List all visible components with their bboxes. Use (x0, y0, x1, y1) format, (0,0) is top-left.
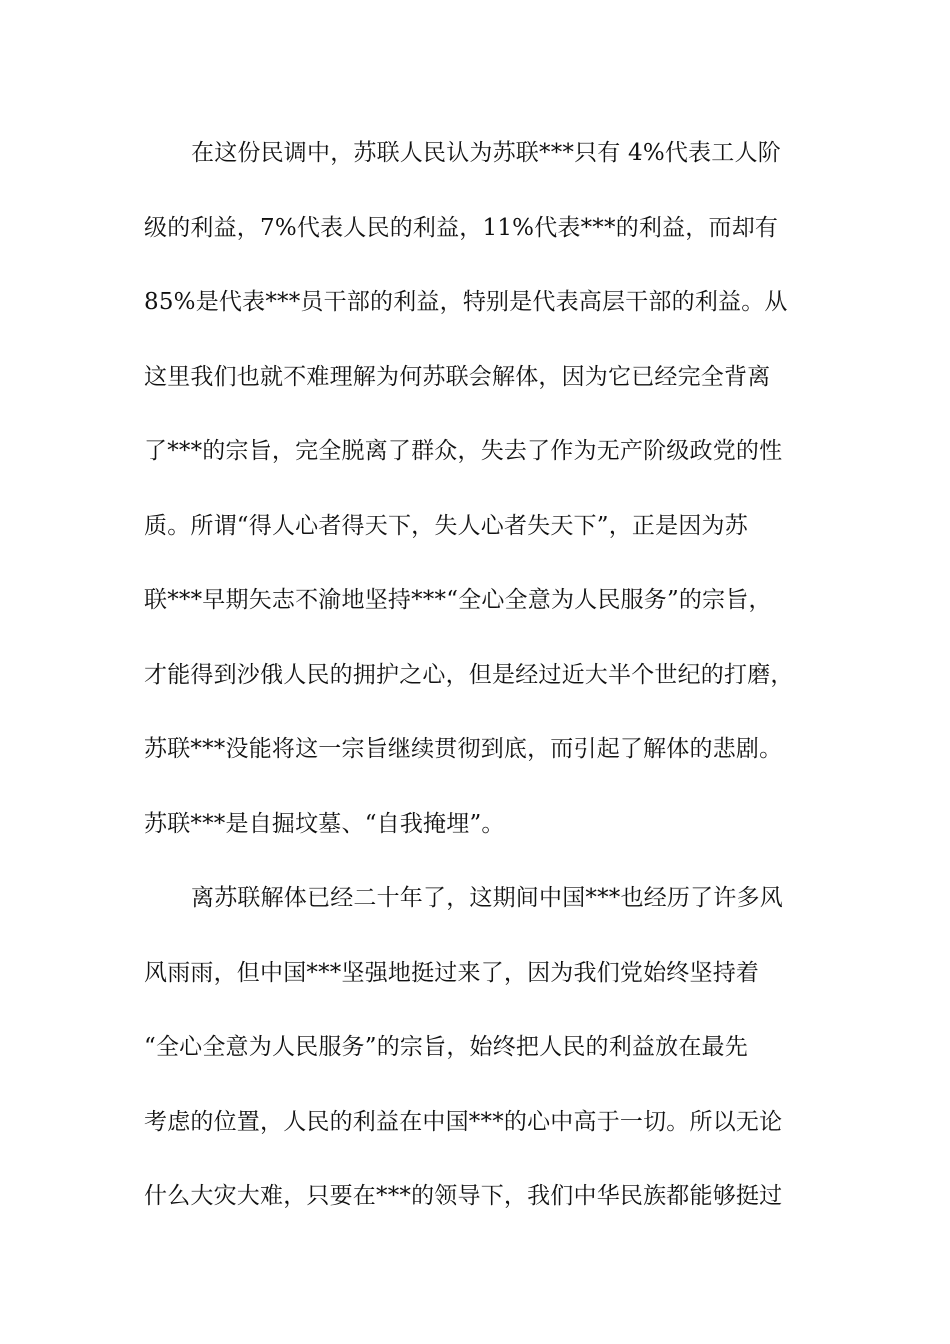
paragraph (144, 875, 808, 1248)
text-line: “全心全意为人民服务”的宗旨，始终把人民的利益放在最先 (144, 1034, 748, 1060)
text-line: 在这份民调中，苏联人民认为苏联***只有 4%代表工人阶 (191, 140, 781, 166)
text-line: 离苏联解体已经二十年了，这期间中国***也经历了许多风 (191, 885, 783, 911)
text-line: 苏联***没能将这一宗旨继续贯彻到底，而引起了解体的悲剧。 (144, 736, 783, 762)
text-line: 联***早期矢志不渝地坚持***“全心全意为人民服务”的宗旨， (144, 587, 772, 613)
text-line: 质。所谓“得人心者得天下，失人心者失天下”，正是因为苏 (144, 512, 748, 539)
text-line: 级的利益，7%代表人民的利益，11%代表***的利益，而却有 (144, 214, 779, 241)
text-line: 苏联***是自掘坟墓、“自我掩埋”。 (144, 810, 505, 837)
text-line: 这里我们也就不难理解为何苏联会解体，因为它已经完全背离 (144, 363, 771, 390)
text-line: 考虑的位置，人民的利益在中国***的心中高于一切。所以无论 (144, 1108, 783, 1135)
text-line: 什么大灾大难，只要在***的领导下，我们中华民族都能够挺过 (144, 1183, 783, 1209)
text-line: 风雨雨，但中国***坚强地挺过来了，因为我们党始终坚持着 (144, 959, 760, 986)
paragraph (144, 130, 808, 875)
body-text (144, 130, 808, 1248)
text-line: 才能得到沙俄人民的拥护之心，但是经过近大半个世纪的打磨， (144, 661, 794, 688)
text-line: 了***的宗旨，完全脱离了群众，失去了作为无产阶级政党的性 (144, 438, 783, 464)
text-line: 85%是代表***员干部的利益，特别是代表高层干部的利益。从 (144, 289, 788, 315)
